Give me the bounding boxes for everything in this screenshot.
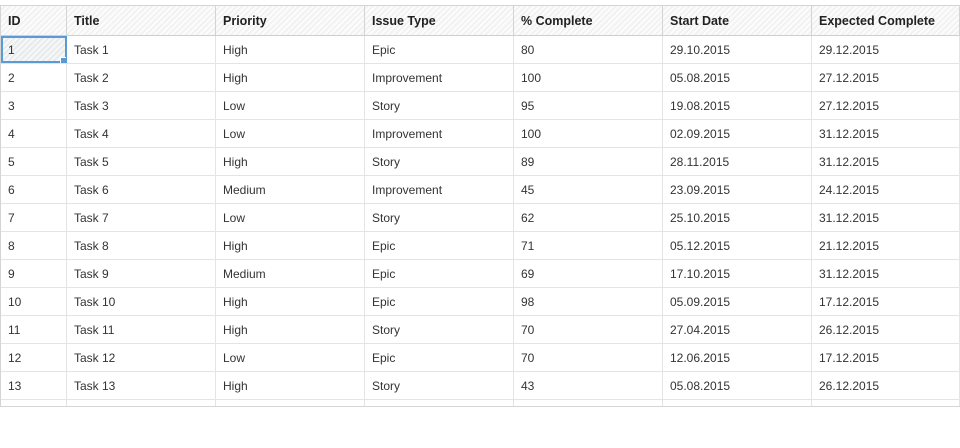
cell-expected-complete[interactable]: 26.12.2015 xyxy=(812,372,960,399)
cell-issue-type[interactable]: Story xyxy=(365,316,514,343)
data-grid[interactable] xyxy=(0,5,960,407)
cell-priority[interactable]: Low xyxy=(216,120,365,147)
cell-expected-complete[interactable]: 26.12.2015 xyxy=(812,316,960,343)
cell-priority[interactable]: High xyxy=(216,232,365,259)
column-header-priority[interactable]: Priority xyxy=(216,6,365,35)
cell-percent-complete[interactable]: 100 xyxy=(514,64,663,91)
cell-issue-type[interactable]: Improvement xyxy=(365,176,514,203)
table-row[interactable] xyxy=(1,288,960,316)
cell-percent-complete[interactable]: 43 xyxy=(514,372,663,399)
cell-id[interactable]: 10 xyxy=(1,288,67,315)
cell-title[interactable]: Task 5 xyxy=(67,148,216,175)
cell-issue-type[interactable]: Epic xyxy=(365,344,514,371)
grid-cell xyxy=(663,400,812,407)
table-row[interactable] xyxy=(1,148,960,176)
cell-id[interactable]: 4 xyxy=(1,120,67,147)
cell-start-date[interactable]: 25.10.2015 xyxy=(663,204,812,231)
table-row[interactable] xyxy=(1,36,960,64)
cell-start-date[interactable]: 17.10.2015 xyxy=(663,260,812,287)
cell-percent-complete[interactable]: 100 xyxy=(514,120,663,147)
grid-cell xyxy=(514,400,663,407)
cell-issue-type[interactable]: Story xyxy=(365,372,514,399)
cell-id[interactable]: 3 xyxy=(1,92,67,119)
cell-priority[interactable]: Medium xyxy=(216,176,365,203)
cell-title[interactable]: Task 10 xyxy=(67,288,216,315)
cell-priority[interactable]: Medium xyxy=(216,260,365,287)
table-row[interactable] xyxy=(1,372,960,400)
cell-title[interactable]: Task 12 xyxy=(67,344,216,371)
cell-percent-complete[interactable]: 62 xyxy=(514,204,663,231)
cell-percent-complete[interactable]: 45 xyxy=(514,176,663,203)
cell-start-date[interactable]: 19.08.2015 xyxy=(663,92,812,119)
cell-start-date[interactable]: 05.12.2015 xyxy=(663,232,812,259)
cell-issue-type[interactable]: Epic xyxy=(365,260,514,287)
cell-id[interactable]: 1 xyxy=(1,36,67,63)
column-header-issue-type[interactable]: Issue Type xyxy=(365,6,514,35)
cell-expected-complete[interactable]: 27.12.2015 xyxy=(812,64,960,91)
cell-priority[interactable]: High xyxy=(216,64,365,91)
cell-start-date[interactable]: 02.09.2015 xyxy=(663,120,812,147)
cell-expected-complete[interactable]: 31.12.2015 xyxy=(812,120,960,147)
cell-title[interactable]: Task 7 xyxy=(67,204,216,231)
cell-issue-type[interactable]: Epic xyxy=(365,36,514,63)
table-row[interactable] xyxy=(1,260,960,288)
cell-priority[interactable]: High xyxy=(216,372,365,399)
cell-priority[interactable]: Low xyxy=(216,344,365,371)
cell-percent-complete[interactable]: 70 xyxy=(514,344,663,371)
cell-start-date[interactable]: 23.09.2015 xyxy=(663,176,812,203)
column-header-start-date[interactable]: Start Date xyxy=(663,6,812,35)
cell-expected-complete[interactable]: 24.12.2015 xyxy=(812,176,960,203)
cell-issue-type[interactable]: Epic xyxy=(365,288,514,315)
cell-title[interactable]: Task 8 xyxy=(67,232,216,259)
cell-priority[interactable]: High xyxy=(216,288,365,315)
fill-handle[interactable] xyxy=(60,57,67,63)
cell-issue-type[interactable]: Epic xyxy=(365,232,514,259)
cell-issue-type[interactable]: Story xyxy=(365,92,514,119)
table-row[interactable] xyxy=(1,316,960,344)
grid-cell xyxy=(365,400,514,407)
cell-issue-type[interactable]: Story xyxy=(365,204,514,231)
cell-title[interactable]: Task 1 xyxy=(67,36,216,63)
cell-start-date[interactable]: 27.04.2015 xyxy=(663,316,812,343)
cell-id[interactable]: 13 xyxy=(1,372,67,399)
cell-priority[interactable]: Low xyxy=(216,92,365,119)
table-row[interactable] xyxy=(1,176,960,204)
cell-priority[interactable]: High xyxy=(216,316,365,343)
table-row[interactable] xyxy=(1,64,960,92)
cell-title[interactable]: Task 13 xyxy=(67,372,216,399)
cell-title[interactable]: Task 9 xyxy=(67,260,216,287)
cell-expected-complete[interactable]: 31.12.2015 xyxy=(812,204,960,231)
table-row[interactable] xyxy=(1,120,960,148)
cell-start-date[interactable]: 29.10.2015 xyxy=(663,36,812,63)
cell-id[interactable]: 6 xyxy=(1,176,67,203)
cell-percent-complete[interactable]: 69 xyxy=(514,260,663,287)
cell-id[interactable]: 5 xyxy=(1,148,67,175)
cell-start-date[interactable]: 05.08.2015 xyxy=(663,372,812,399)
table-row[interactable] xyxy=(1,232,960,260)
cell-title[interactable]: Task 4 xyxy=(67,120,216,147)
grid-cell xyxy=(67,400,216,407)
cell-start-date[interactable]: 28.11.2015 xyxy=(663,148,812,175)
cell-expected-complete[interactable]: 21.12.2015 xyxy=(812,232,960,259)
grid-body xyxy=(1,36,960,400)
cell-title[interactable]: Task 6 xyxy=(67,176,216,203)
grid-row-partial xyxy=(1,400,960,407)
cell-issue-type[interactable]: Improvement xyxy=(365,64,514,91)
cell-expected-complete[interactable]: 31.12.2015 xyxy=(812,260,960,287)
cell-percent-complete[interactable]: 80 xyxy=(514,36,663,63)
grid-cell xyxy=(812,400,960,407)
cell-percent-complete[interactable]: 71 xyxy=(514,232,663,259)
cell-priority[interactable]: Low xyxy=(216,204,365,231)
cell-start-date[interactable]: 05.09.2015 xyxy=(663,288,812,315)
cell-id[interactable]: 11 xyxy=(1,316,67,343)
cell-expected-complete[interactable]: 29.12.2015 xyxy=(812,36,960,63)
grid-cell xyxy=(1,400,67,407)
cell-issue-type[interactable]: Improvement xyxy=(365,120,514,147)
column-header-id[interactable]: ID xyxy=(1,6,67,35)
cell-id[interactable]: 7 xyxy=(1,204,67,231)
grid-cell xyxy=(216,400,365,407)
table-row[interactable] xyxy=(1,344,960,372)
cell-expected-complete[interactable]: 31.12.2015 xyxy=(812,148,960,175)
cell-expected-complete[interactable]: 27.12.2015 xyxy=(812,92,960,119)
cell-id[interactable]: 12 xyxy=(1,344,67,371)
cell-percent-complete[interactable]: 70 xyxy=(514,316,663,343)
column-header-expected-complete[interactable]: Expected Complete xyxy=(812,6,960,35)
column-header-percent-complete[interactable]: % Complete xyxy=(514,6,663,35)
cell-id[interactable]: 9 xyxy=(1,260,67,287)
cell-title[interactable]: Task 3 xyxy=(67,92,216,119)
cell-start-date[interactable]: 05.08.2015 xyxy=(663,64,812,91)
cell-percent-complete[interactable]: 89 xyxy=(514,148,663,175)
cell-id[interactable]: 8 xyxy=(1,232,67,259)
cell-issue-type[interactable]: Story xyxy=(365,148,514,175)
cell-title[interactable]: Task 11 xyxy=(67,316,216,343)
column-header-title[interactable]: Title xyxy=(67,6,216,35)
cell-id[interactable]: 2 xyxy=(1,64,67,91)
cell-start-date[interactable]: 12.06.2015 xyxy=(663,344,812,371)
cell-priority[interactable]: High xyxy=(216,36,365,63)
grid-header-row xyxy=(1,6,960,36)
cell-priority[interactable]: High xyxy=(216,148,365,175)
cell-percent-complete[interactable]: 95 xyxy=(514,92,663,119)
cell-expected-complete[interactable]: 17.12.2015 xyxy=(812,344,960,371)
table-row[interactable] xyxy=(1,204,960,232)
cell-expected-complete[interactable]: 17.12.2015 xyxy=(812,288,960,315)
cell-title[interactable]: Task 2 xyxy=(67,64,216,91)
cell-percent-complete[interactable]: 98 xyxy=(514,288,663,315)
table-row[interactable] xyxy=(1,92,960,120)
